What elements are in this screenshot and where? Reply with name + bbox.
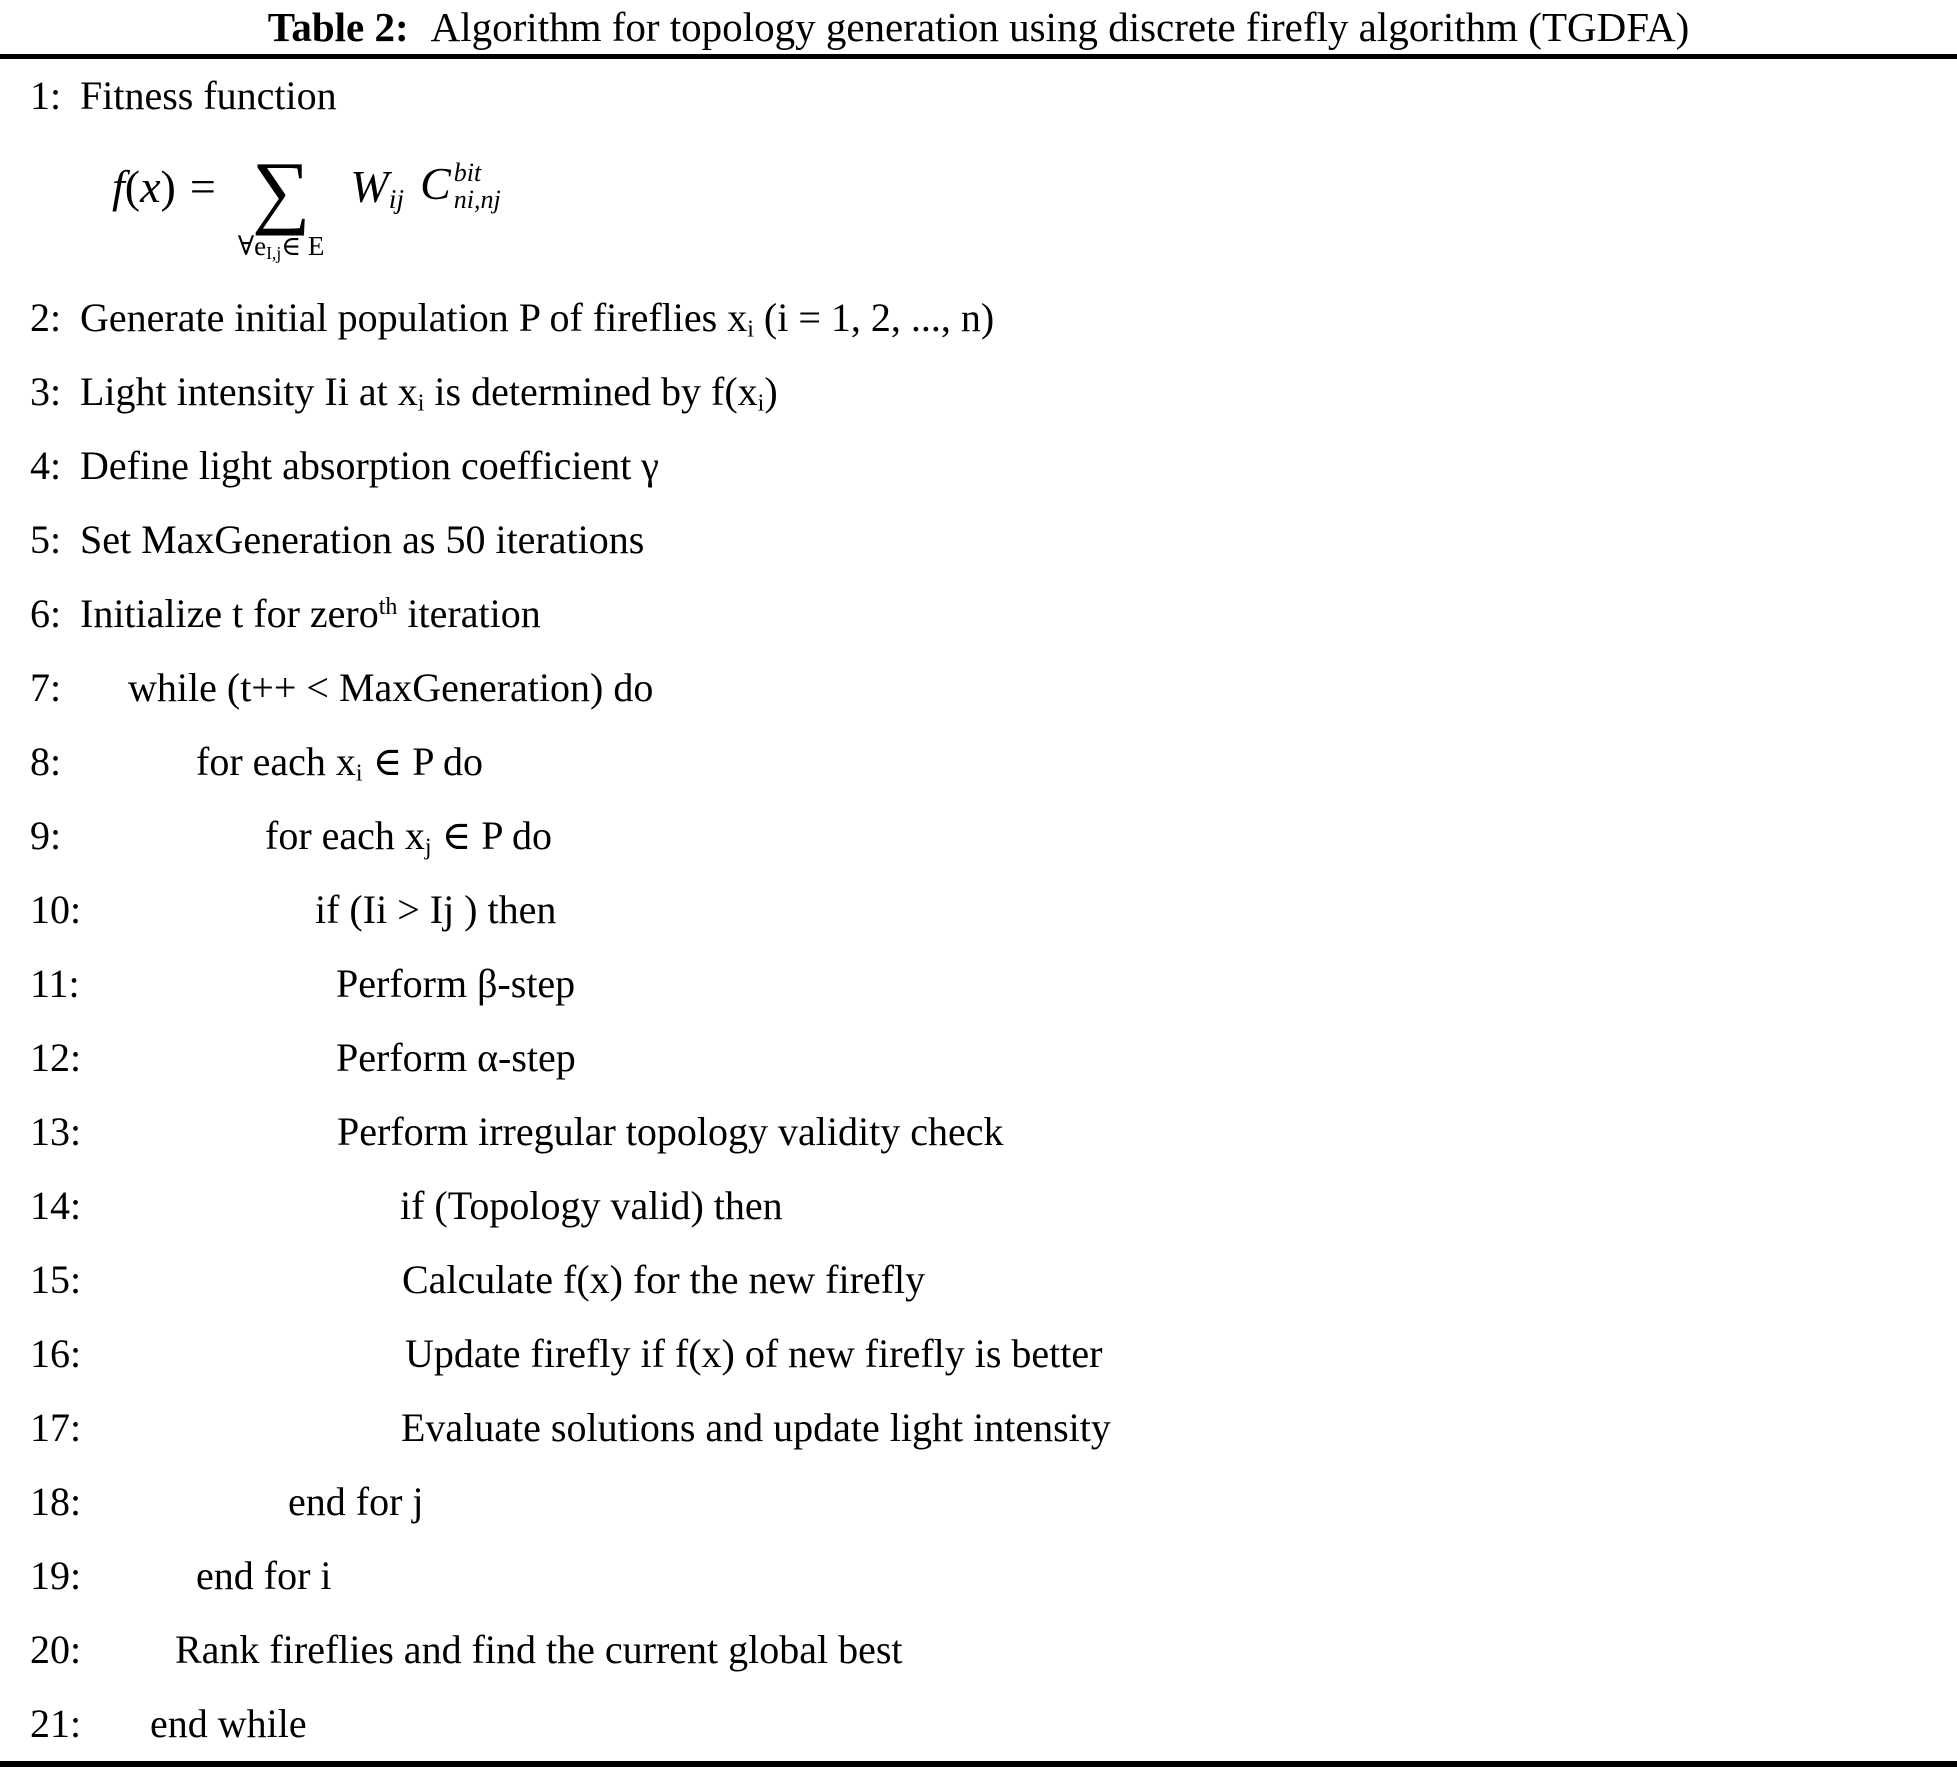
line-text: Rank fireflies and find the current global best (175, 1627, 903, 1672)
line-number: 1: (30, 73, 62, 118)
weight-term: $W_{ij}$ (350, 160, 405, 214)
line-text: Update firefly if f(x) of new firefly is better (405, 1331, 1103, 1376)
line-number: 9: (30, 813, 62, 858)
cost-term: C bit ni,nj (420, 157, 501, 215)
line-text: Calculate f(x) for the new firefly (402, 1257, 926, 1302)
algo-line (0, 1687, 1957, 1761)
algo-line (0, 59, 1957, 133)
sigma-symbol: ∑ (251, 145, 311, 237)
line-number: 16: (30, 1331, 82, 1376)
summation-operator (237, 145, 325, 263)
algo-line (0, 355, 1957, 429)
line-text: if (Ii > Ij ) then (315, 887, 557, 932)
algo-line (0, 1095, 1957, 1169)
formula-lhs: f(x) = (112, 160, 216, 212)
line-text: Evaluate solutions and update light intensity (401, 1405, 1111, 1450)
algo-line (0, 281, 1957, 355)
algorithm-lines-head (0, 59, 1957, 133)
algo-line (0, 873, 1957, 947)
algo-line (0, 725, 1957, 799)
fitness-formula (0, 133, 1957, 281)
line-number: 11: (30, 961, 80, 1006)
algo-line (0, 429, 1957, 503)
bottom-rule (0, 1761, 1957, 1767)
line-number: 15: (30, 1257, 82, 1302)
table-caption (0, 0, 1957, 54)
line-text: Initialize t for zero$^{th}$ iteration (80, 591, 541, 636)
line-number: 14: (30, 1183, 82, 1228)
line-number: 2: (30, 295, 62, 340)
table-caption-label: Table 2: (267, 4, 409, 50)
line-text: for each $x_i$ ∈ P do (196, 739, 483, 787)
algo-line (0, 947, 1957, 1021)
line-number: 19: (30, 1553, 82, 1598)
line-text: if (Topology valid) then (400, 1183, 783, 1228)
line-number: 18: (30, 1479, 82, 1524)
line-number: 5: (30, 517, 62, 562)
line-number: 7: (30, 665, 62, 710)
line-text: end for j (288, 1479, 424, 1524)
line-number: 8: (30, 739, 62, 784)
line-number: 13: (30, 1109, 82, 1154)
algo-line (0, 1539, 1957, 1613)
line-text: end for i (196, 1553, 332, 1598)
line-text: Perform irregular topology validity check (337, 1109, 1004, 1154)
algo-line (0, 799, 1957, 873)
line-number: 20: (30, 1627, 82, 1672)
algorithm-body (0, 59, 1957, 1761)
line-text: Generate initial population P of fireflies $x_i$ (i = 1, 2, ..., n) (80, 295, 995, 343)
algo-line (0, 503, 1957, 577)
algo-line (0, 1317, 1957, 1391)
algorithm-lines-tail (0, 281, 1957, 1761)
algo-line (0, 651, 1957, 725)
line-text: Perform α-step (336, 1035, 576, 1080)
algo-line (0, 1243, 1957, 1317)
line-number: 6: (30, 591, 62, 636)
algo-line (0, 1021, 1957, 1095)
line-number: 12: (30, 1035, 82, 1080)
cost-term-superscript: bit (453, 157, 482, 187)
table-caption-text: Algorithm for topology generation using discrete firefly algorithm (TGDFA) (430, 4, 1690, 50)
line-text: for each $x_j$ ∈ P do (265, 813, 552, 861)
line-text: Light intensity Ii at $x_i$ is determined by $f(x_i)$ (80, 369, 778, 417)
line-number: 17: (30, 1405, 82, 1450)
algo-line (0, 1465, 1957, 1539)
algo-line (0, 1613, 1957, 1687)
line-number: 10: (30, 887, 82, 932)
summation-limit: $\forall e_{I,j}\in$ E (237, 231, 325, 263)
line-text: Perform β-step (336, 961, 576, 1006)
line-text: Define light absorption coefficient γ (80, 443, 659, 488)
line-number: 21: (30, 1701, 82, 1746)
algo-line (0, 1169, 1957, 1243)
algo-line (0, 577, 1957, 651)
line-text: end while (150, 1701, 307, 1746)
line-text: Set MaxGeneration as 50 iterations (80, 517, 645, 562)
line-text: while (t++ < MaxGeneration) do (128, 665, 654, 710)
algo-line (0, 1391, 1957, 1465)
line-number: 3: (30, 369, 62, 414)
cost-term-subscript: ni,nj (453, 185, 501, 215)
line-number: 4: (30, 443, 62, 488)
line-text: Fitness function (80, 73, 337, 118)
